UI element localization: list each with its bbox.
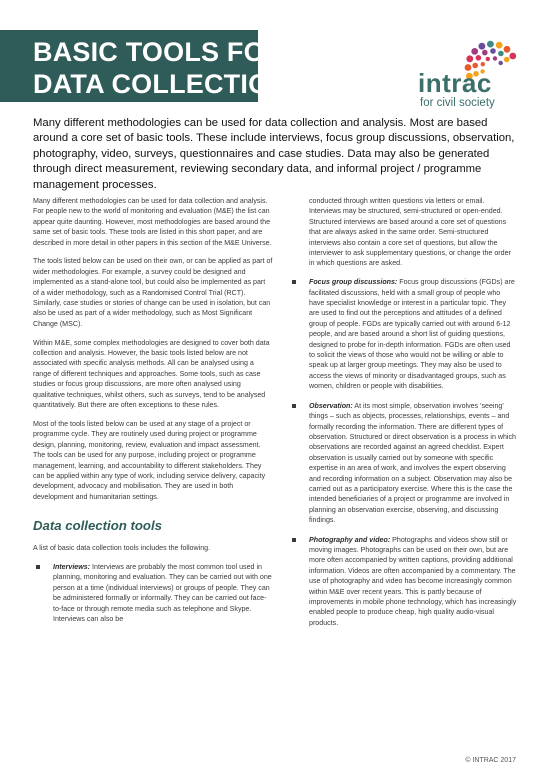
left-column — [33, 196, 273, 633]
body-paragraph: The tools listed below can be used on their own, or can be applied as part of wider methodologies. For example, a survey could be designed and implemented as a stand-alone tool, but could also be implemented as part of a wider methodology, such as a Randomised Control Trial (RCT). Similarly, case studies or stories of change can be used in isolation, but can also be used as part of a wider methodology, such as Most Significant Change (MSC). — [33, 257, 273, 328]
logo-dot — [490, 48, 496, 54]
bullet-text: Photographs and videos show still or moving images. Photographs can be used on their own, but are more often accompanied by written captions, providing additional information. Videos are often accompanied by a commentary. The use of photography and video has become increasingly common within M&E over recent years. This is partly because of improvements in mobile phone technology, which has increasingly enabled people to produce cheap, high quality audio-visual products. — [309, 535, 517, 627]
logo-dot — [487, 41, 494, 48]
logo-dot — [481, 62, 485, 66]
bullet-square-icon — [36, 565, 40, 569]
section-intro: A list of basic data collection tools includes the following. — [33, 544, 211, 553]
section-heading: Data collection tools — [33, 518, 162, 534]
logo-dot — [486, 57, 490, 61]
title-line-1: BASIC TOOLS FOR — [33, 37, 285, 67]
body-paragraph: Within M&E, some complex methodologies are designed to cover both data collection and analysis. However, the basic tools listed below are not associated with specific analysis methods. All can be analysed using a range of different techniques and approaches. Some tools, such as case studies or focus group discussions, are more often analysed using qualitative techniques, whilst others, such as surveys, tend to be analysed quantitatively. But there are often exceptions to these rules. — [33, 338, 270, 410]
logo-dot — [498, 51, 504, 57]
copyright-footer: © INTRAC 2017 — [465, 757, 516, 764]
bullet-square-icon — [292, 280, 296, 284]
body-paragraph: Many different methodologies can be used for data collection and analysis. For people new to the world of monitoring and evaluation (M&E) the list can appear quite daunting. However, most methodologies are based around the same set of basic tools. These tools are listed in this short paper, and are described in more detail in other papers in this section of the M&E Universe. — [33, 197, 272, 247]
logo-wordmark: intrac — [418, 68, 492, 98]
logo-tagline: for civil society — [420, 97, 495, 109]
list-item-interviews — [33, 562, 273, 624]
title-line-2: DATA COLLECTION — [33, 69, 289, 99]
logo-dot — [504, 46, 511, 53]
list-item-observation — [289, 401, 517, 526]
logo-dot — [476, 55, 482, 61]
logo-dot — [466, 55, 473, 62]
bullet-text: Focus group discussions (FGDs) are facilitated discussions, held with a small group of people who have specialist knowledge or interest in a particular topic. They are used to find out the perceptions and attitudes of a defined group of people. FGDs are typically carried out with around 6-12 people, and are based around a short list of guiding questions, designed to probe for in-depth information. FGDs are often used to solicit the views of those who would not be willing or able to speak up at larger group meetings. They may also be used to access the views of minority or disadvantaged groups, such as women, children or people with disabilities. — [309, 278, 515, 391]
bullet-square-icon — [292, 538, 296, 542]
bullet-term: Photography and video: — [309, 535, 391, 544]
logo-dot — [496, 42, 503, 49]
header — [0, 0, 550, 109]
page-title — [33, 36, 289, 100]
logo-dot — [482, 50, 488, 56]
body-paragraph: Most of the tools listed below can be used at any stage of a project or programme cycle. They are routinely used during project or programme design, planning, monitoring, review, evaluation and impact assessment. The tools can be used for any purpose, including project or programme management, learning, and accountability to different stakeholders. They can be applied within any type of work, including service delivery, capacity development, advocacy and mobilisation. They are used in both development and humanitarian settings. — [33, 419, 266, 501]
intro-paragraph: Many different methodologies can be used for data collection and analysis. Most are based around a core set of basic tools. These include interviews, focus group discussions, observation, photography, video, surveys, questionnaires and case studies. Data may also be generated through direct measurement, reviewing secondary data, and informal project / programme management processes. — [33, 117, 515, 191]
tools-list — [33, 562, 273, 624]
logo-dot — [504, 57, 510, 63]
bullet-term: Interviews: — [53, 562, 91, 571]
list-item-photography-video — [289, 535, 517, 629]
list-item-focus-groups — [289, 277, 517, 391]
logo-dot — [499, 61, 503, 65]
bullet-term: Observation: — [309, 401, 353, 410]
logo-dot — [493, 56, 497, 60]
tools-list-continued — [289, 277, 517, 628]
bullet-term: Focus group discussions: — [309, 278, 398, 287]
logo-dot — [479, 43, 486, 50]
logo-dot — [471, 48, 478, 55]
bullet-text: At its most simple, observation involves 'seeing' things – such as objects, processes, relationships, events – and formally recording the information. There are different types of observation. Structured or direct observation is a process in which observations are recorded against an agreed checklist. Expert observation is usually carried out by someone with specific expertise in an area of work, and involves the expert observing and recording information on a subject. Observation may also be carried out as a participatory exercise. Where this is the case the intended beneficiaries of a project or programme are involved in planning an observation exercise, observing, and discussing findings. — [309, 401, 517, 525]
right-column — [289, 196, 517, 637]
bullet-text: Interviews are probably the most common tool used in planning, monitoring and evaluation. They can be carried out with one person at a time (individual interviews) or groups of people. They can be administered formally or informally. They can be carried out face-to-face or through remote media such as telephone and Skype. Interviews can also be — [53, 562, 272, 623]
bullet-square-icon — [292, 404, 296, 408]
logo-dot — [509, 53, 516, 60]
interviews-continued: conducted through written questions via letters or email. Interviews may be structured, semi-structured or open-ended. Structured interviews are based around a core set of questions that are always asked in the same order. Semi-structured interviews also contain a core set of questions, but allow the interviewer to ask supplementary questions, or change the order in which questions are asked. — [309, 197, 511, 268]
